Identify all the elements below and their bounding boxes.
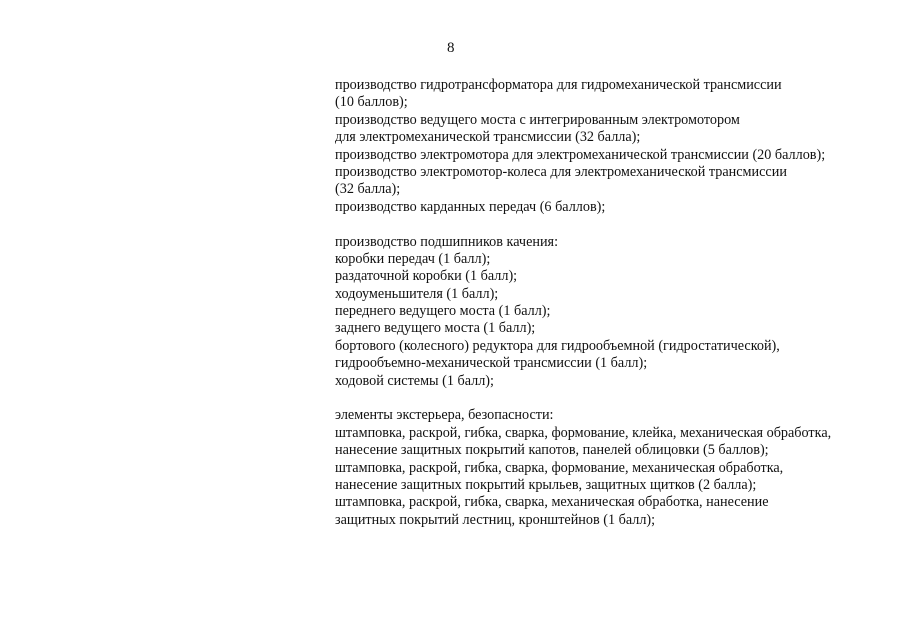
text-line: раздаточной коробки (1 балл); [335,268,518,285]
paragraph-spacer [335,390,895,407]
document-body [335,77,895,529]
text-line: защитных покрытий лестниц, кронштейнов (1 балл); [335,511,656,528]
text-line: производство подшипников качения: [335,233,559,250]
text-line: элементы экстерьера, безопасности: [335,407,554,424]
text-line: производство электромотор-колеса для электромеханической трансмиссии [335,163,787,180]
text-line: для электромеханической трансмиссии (32 балла); [335,129,641,146]
text-line: ходоуменьшителя (1 балл); [335,285,499,302]
text-line: штамповка, раскрой, гибка, сварка, формование, клейка, механическая обработка, [335,424,832,441]
text-line: бортового (колесного) редуктора для гидрообъемной (гидростатической), [335,337,780,354]
text-line: штамповка, раскрой, гибка, сварка, механическая обработка, нанесение [335,494,769,511]
text-line: производство карданных передач (6 баллов); [335,198,606,215]
text-line: ходовой системы (1 балл); [335,372,494,389]
paragraph-spacer [335,216,895,233]
text-line: производство ведущего моста с интегрированным электромотором [335,111,740,128]
text-line: нанесение защитных покрытий капотов, панелей облицовки (5 баллов); [335,442,769,459]
text-line: переднего ведущего моста (1 балл); [335,303,551,320]
text-line: заднего ведущего моста (1 балл); [335,320,536,337]
text-line: нанесение защитных покрытий крыльев, защитных щитков (2 балла); [335,476,757,493]
text-line: производство гидротрансформатора для гидромеханической трансмиссии [335,77,782,93]
text-line: коробки передач (1 балл); [335,250,491,267]
page-number: 8 [447,40,455,56]
text-line: штамповка, раскрой, гибка, сварка, формование, механическая обработка, [335,459,784,476]
text-line: (32 балла); [335,181,401,198]
text-line: гидрообъемно-механической трансмиссии (1 балл); [335,355,648,372]
text-line: (10 баллов); [335,94,408,111]
text-line: производство электромотора для электромеханической трансмиссии (20 баллов); [335,146,826,163]
